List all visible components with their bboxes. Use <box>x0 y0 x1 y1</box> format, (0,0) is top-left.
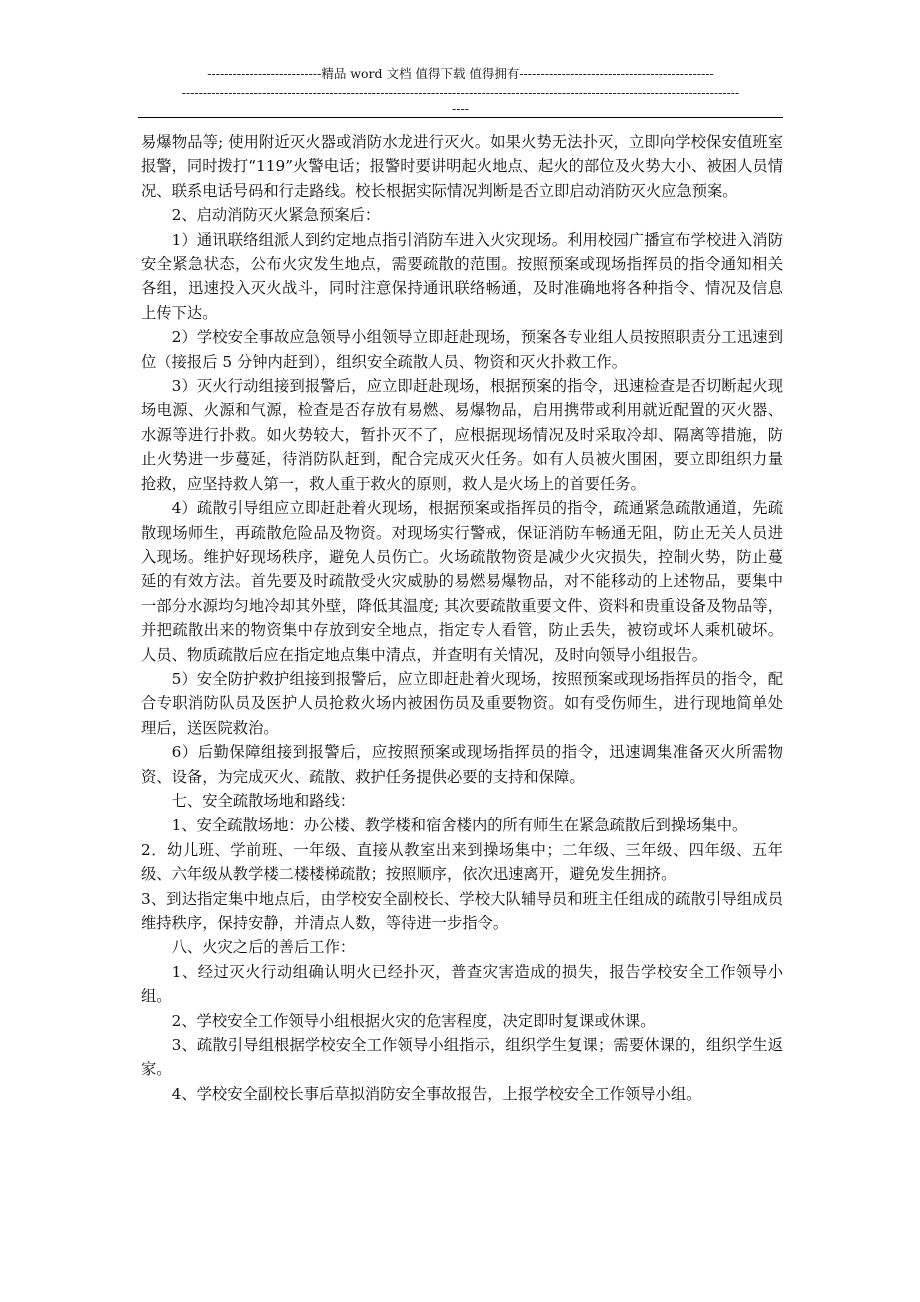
paragraph: 1、经过灭火行动组确认明火已经扑灭，普查灾害造成的损失，报告学校安全工作领导小组。 <box>141 962 783 1006</box>
paragraph: 6）后勤保障组接到报警后，应按照预案或现场指挥员的指令，迅速调集准备灭火所需物资、设备，为完成灭火、疏散、救护任务提供必要的支持和保障。 <box>141 743 783 786</box>
paragraph: 4、学校安全副校长事后草拟消防安全事故报告，上报学校安全工作领导小组。 <box>171 1084 702 1103</box>
paragraph: 1、安全疏散场地：办公楼、教学楼和宿舍楼内的所有师生在紧急疏散后到操场集中。 <box>171 816 748 835</box>
header-dash-tail: ---- <box>452 101 469 116</box>
paragraph: 2、启动消防灭火紧急预案后： <box>171 206 381 225</box>
paragraph: 1）通讯联络组派人到约定地点指引消防车进入火灾现场。利用校园广播宣布学校进入消防安全紧急状态，公布火灾发生地点，需要疏散的范围。按照预案或现场指挥员的指令通知相关各组，迅速投入灭火战斗，同时注意保持通讯联络畅通，及时准确地将各种指令、情况及信息上传下达。 <box>141 230 783 322</box>
document-body <box>141 130 783 1106</box>
header-rule <box>138 117 783 118</box>
paragraph: 3、到达指定集中地点后，由学校安全副校长、学校大队辅导员和班主任组成的疏散引导组成员维持秩序，保持安静，并清点人数，等待进一步指令。 <box>141 889 783 932</box>
section-heading: 八、火灾之后的善后工作： <box>171 938 356 957</box>
paragraph: 2）学校安全事故应急领导小组领导立即赶赴现场，预案各专业组人员按照职责分工迅速到位（接报后 5 分钟内赶到），组织安全疏散人员、物资和灭火扑救工作。 <box>141 328 783 371</box>
paragraph: 4）疏散引导组应立即赶赴着火现场，根据预案或指挥员的指令，疏通紧急疏散通道，先疏散现场师生，再疏散危险品及物资。对现场实行警戒，保证消防车畅通无阻，防止无关人员进入现场。维护好现场秩序，避免人员伤亡。火场疏散物资是减少火灾损失，控制火势，防止蔓延的有效方法。首先要及时疏散受火灾威胁的易燃易爆物品，对不能移动的上述物品，要集中一部分水源均匀地冷却其外壁，降低其温度; 其次要疏散重要文件、资料和贵重设备及物品等，并把疏散出来的物资集中存放到安全地点，指定专人看管，防止丢失，被窃或坏人乘机破坏。人员、物质疏散后应在指定地点集中清点，并查明有关情况，及时向领导小组报告。 <box>141 499 783 664</box>
paragraph: 2．幼儿班、学前班、一年级、直接从教室出来到操场集中；二年级、三年级、四年级、五年级、六年级从教学楼二楼楼梯疏散；按照顺序，依次迅速离开，避免发生拥挤。 <box>141 840 783 884</box>
header-dash-line: ------------------------------------------------------------------------------------------------------------------------------------ <box>181 85 740 100</box>
paragraph: 2、学校安全工作领导小组根据火灾的危害程度，决定即时复课或休课。 <box>171 1011 656 1030</box>
paragraph: 5）安全防护救护组接到报警后，应立即赶赴着火现场，按照预案或现场指挥员的指令，配合专职消防队员及医护人员抢救火场内被困伤员及重要物资。如有受伤师生，进行现地简单处理后，送医院救治。 <box>141 669 783 737</box>
paragraph: 3）灭火行动组接到报警后，应立即赶赴现场，根据预案的指令，迅速检查是否切断起火现场电源、火源和气源，检查是否存放有易燃、易爆物品，启用携带或利用就近配置的灭火器、水源等进行扑救。如火势较大，暂扑灭不了，应根据现场情况及时采取冷却、隔离等措施，防止火势进一步蔓延，待消防队赶到，配合完成灭火任务。如有人员被火围困，要立即组织力量抢救，应坚持救人第一，救人重于救火的原则，救人是火场上的首要任务。 <box>141 377 783 493</box>
header-banner: ---------------------------精品 word 文档 值得下载 值得拥有---------------------------------------------- <box>207 66 714 81</box>
paragraph: 易爆物品等; 使用附近灭火器或消防水龙进行灭火。如果火势无法扑灭，立即向学校保安值班室报警，同时拨打“119”火警电话；报警时要讲明起火地点、起火的部位及火势大小、被困人员情况、联系电话号码和行走路线。校长根据实际情况判断是否立即启动消防灭火应急预案。 <box>141 133 783 200</box>
paragraph: 3、疏散引导组根据学校安全工作领导小组指示，组织学生复课；需要休课的，组织学生返家。 <box>141 1036 783 1079</box>
section-heading: 七、安全疏散场地和路线： <box>171 791 356 810</box>
